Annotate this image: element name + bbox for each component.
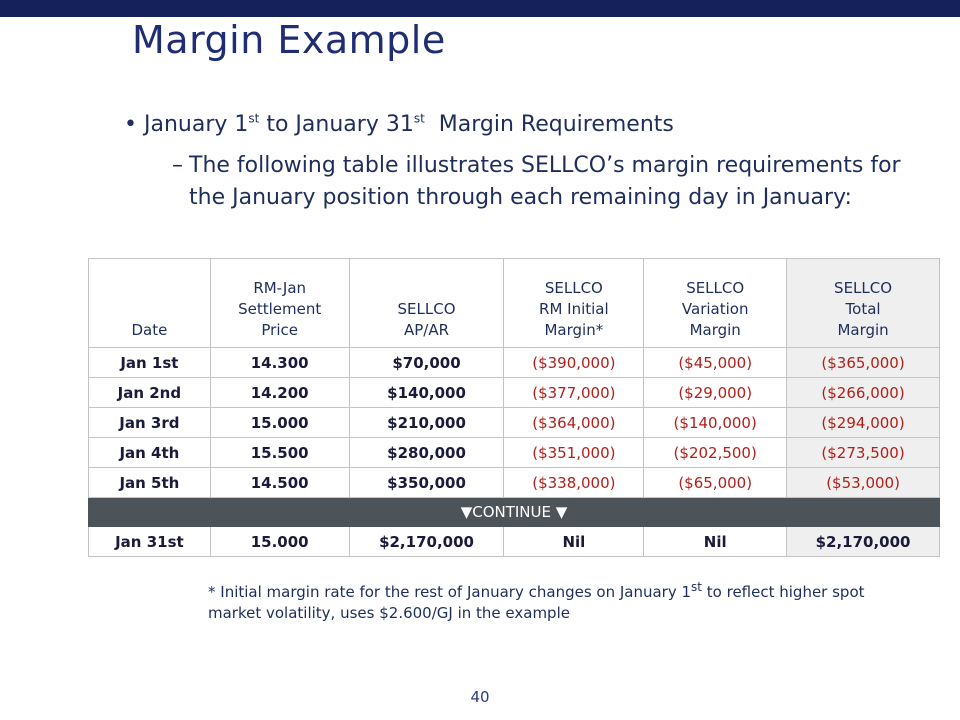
cell-date: Jan 5th [89,468,211,498]
cell-date: Jan 4th [89,438,211,468]
cell-date: Jan 31st [89,527,211,557]
table-row [89,378,940,408]
footnote-post: to reflect higher spot market volatility, uses $2.600/GJ in the example [208,583,865,622]
page-number: 40 [470,688,490,706]
slide-title: Margin Example [132,18,446,62]
cell-variation-margin: ($29,000) [644,378,787,408]
cell-price: 14.200 [210,378,349,408]
bullet-text-mid: to January 31 [259,112,414,137]
cell-initial-margin: ($390,000) [504,348,644,378]
cell-variation-margin: Nil [644,527,787,557]
cell-variation-margin: ($65,000) [644,468,787,498]
cell-price: 15.500 [210,438,349,468]
cell-total-margin: ($266,000) [787,378,940,408]
cell-total-margin: ($273,500) [787,438,940,468]
table-row [89,348,940,378]
sub-bullet-dash: – [172,153,183,178]
cell-ap-ar: $350,000 [349,468,504,498]
footnote-sup: st [691,580,703,594]
cell-total-margin: ($294,000) [787,408,940,438]
margin-table [88,258,940,557]
sub-bullet-text: The following table illustrates SELLCO’s margin requirements for the January position through each remaining day in January: [189,153,901,210]
cell-ap-ar: $210,000 [349,408,504,438]
cell-total-margin: $2,170,000 [787,527,940,557]
header-variation-margin: SELLCO Variation Margin [644,259,787,348]
cell-variation-margin: ($45,000) [644,348,787,378]
continue-row [89,498,940,527]
header-date: Date [89,259,211,348]
cell-initial-margin: ($351,000) [504,438,644,468]
cell-total-margin: ($365,000) [787,348,940,378]
header-total-margin: SELLCO Total Margin [787,259,940,348]
cell-initial-margin: ($377,000) [504,378,644,408]
bullet-text-pre: January 1 [143,112,249,137]
cell-initial-margin: ($338,000) [504,468,644,498]
main-bullet: • January 1st to January 31st Margin Requirements [124,111,674,137]
cell-ap-ar: $140,000 [349,378,504,408]
cell-total-margin: ($53,000) [787,468,940,498]
cell-variation-margin: ($140,000) [644,408,787,438]
footnote [208,582,908,624]
header-settlement-price: RM-Jan Settlement Price [210,259,349,348]
cell-ap-ar: $280,000 [349,438,504,468]
table-row [89,438,940,468]
cell-price: 15.000 [210,527,349,557]
cell-initial-margin: Nil [504,527,644,557]
cell-date: Jan 1st [89,348,211,378]
header-ap-ar: SELLCO AP/AR [349,259,504,348]
cell-variation-margin: ($202,500) [644,438,787,468]
footnote-pre: * Initial margin rate for the rest of January changes on January 1 [208,583,692,601]
bullet-sup-2: st [413,111,425,126]
continue-label: ▼CONTINUE ▼ [89,498,940,527]
top-banner [0,0,960,17]
bullet-sup-1: st [248,111,260,126]
bullet-text-post: Margin Requirements [424,112,674,137]
cell-ap-ar: $2,170,000 [349,527,504,557]
table-header-row [89,259,940,348]
cell-date: Jan 2nd [89,378,211,408]
cell-price: 14.500 [210,468,349,498]
cell-price: 14.300 [210,348,349,378]
table-row-final [89,527,940,557]
cell-date: Jan 3rd [89,408,211,438]
table-row [89,408,940,438]
cell-price: 15.000 [210,408,349,438]
table-row [89,468,940,498]
sub-bullet [172,150,912,214]
cell-initial-margin: ($364,000) [504,408,644,438]
cell-ap-ar: $70,000 [349,348,504,378]
header-initial-margin: SELLCO RM Initial Margin* [504,259,644,348]
